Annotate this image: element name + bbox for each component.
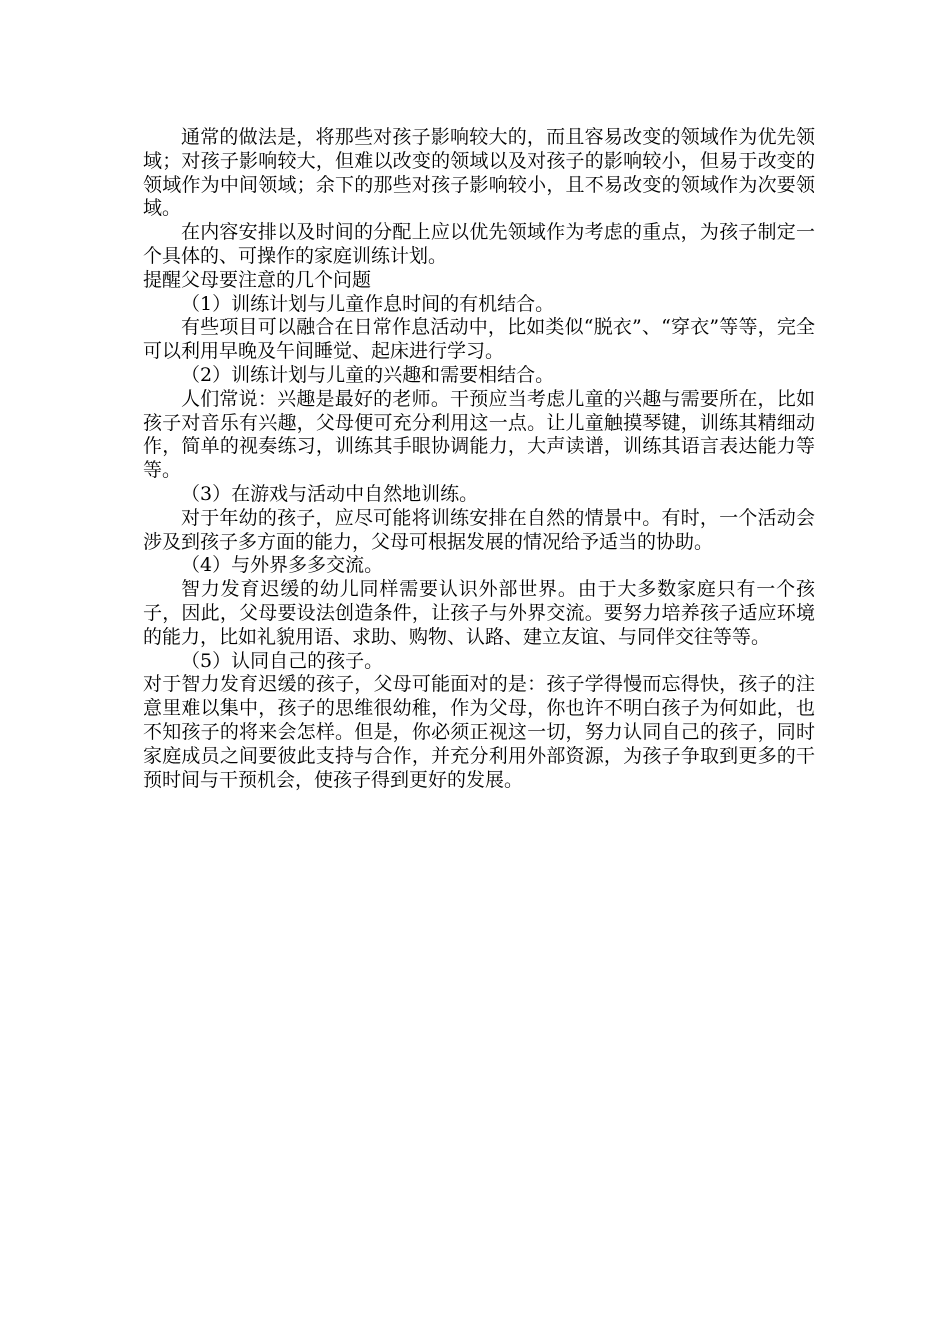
paragraph-content-arrangement: 在内容安排以及时间的分配上应以优先领域作为考虑的重点，为孩子制定一个具体的、可操作的家庭训练计划。 xyxy=(143,221,815,267)
point-3-body: 对于年幼的孩子，应尽可能将训练安排在自然的情景中。有时，一个活动会涉及到孩子多方面的能力，父母可根据发展的情况给予适当的协助。 xyxy=(143,506,815,553)
point-4-heading: （4）与外界多多交流。 xyxy=(181,554,384,577)
point-1-heading: （1）训练计划与儿童作息时间的有机结合。 xyxy=(181,292,555,315)
point-5-heading: （5）认同自己的孩子。 xyxy=(181,649,384,672)
section-heading: 提醒父母要注意的几个问题 xyxy=(143,268,372,291)
point-2-body: 人们常说：兴趣是最好的老师。干预应当考虑儿童的兴趣与需要所在，比如孩子对音乐有兴趣，父母便可充分利用这一点。让儿童触摸琴键，训练其精细动作，简单的视奏练习，训练其手眼协调能力，大声读谱，训练其语言表达能力等等。 xyxy=(143,387,815,482)
point-2-heading: （2）训练计划与儿童的兴趣和需要相结合。 xyxy=(181,363,555,386)
point-3-heading: （3）在游戏与活动中自然地训练。 xyxy=(181,482,479,505)
point-1-body: 有些项目可以融合在日常作息活动中，比如类似“脱衣”、“穿衣”等等，完全可以利用早晚及午间睡觉、起床进行学习。 xyxy=(143,316,815,363)
paragraph-priority-areas: 通常的做法是，将那些对孩子影响较大的，而且容易改变的领域作为优先领域；对孩子影响较大，但难以改变的领域以及对孩子的影响较小，但易于改变的领域作为中间领域；余下的那些对孩子影响较小，且不易改变的领域作为次要领域。 xyxy=(143,126,815,220)
point-5-body: 对于智力发育迟缓的孩子，父母可能面对的是：孩子学得慢而忘得快，孩子的注意里难以集中，孩子的思维很幼稚，作为父母，你也许不明白孩子为何如此，也不知孩子的将来会怎样。但是，你必须正视这一切，努力认同自己的孩子，同时家庭成员之间要彼此支持与合作，并充分利用外部资源，为孩子争取到更多的干预时间与干预机会，使孩子得到更好的发展。 xyxy=(143,673,815,791)
point-4-body: 智力发育迟缓的幼儿同样需要认识外部世界。由于大多数家庭只有一个孩子，因此，父母要设法创造条件，让孩子与外界交流。要努力培养孩子适应环境的能力，比如礼貌用语、求助、购物、认路、建立友谊、与同伴交往等等。 xyxy=(143,578,815,648)
document-page xyxy=(143,126,815,792)
